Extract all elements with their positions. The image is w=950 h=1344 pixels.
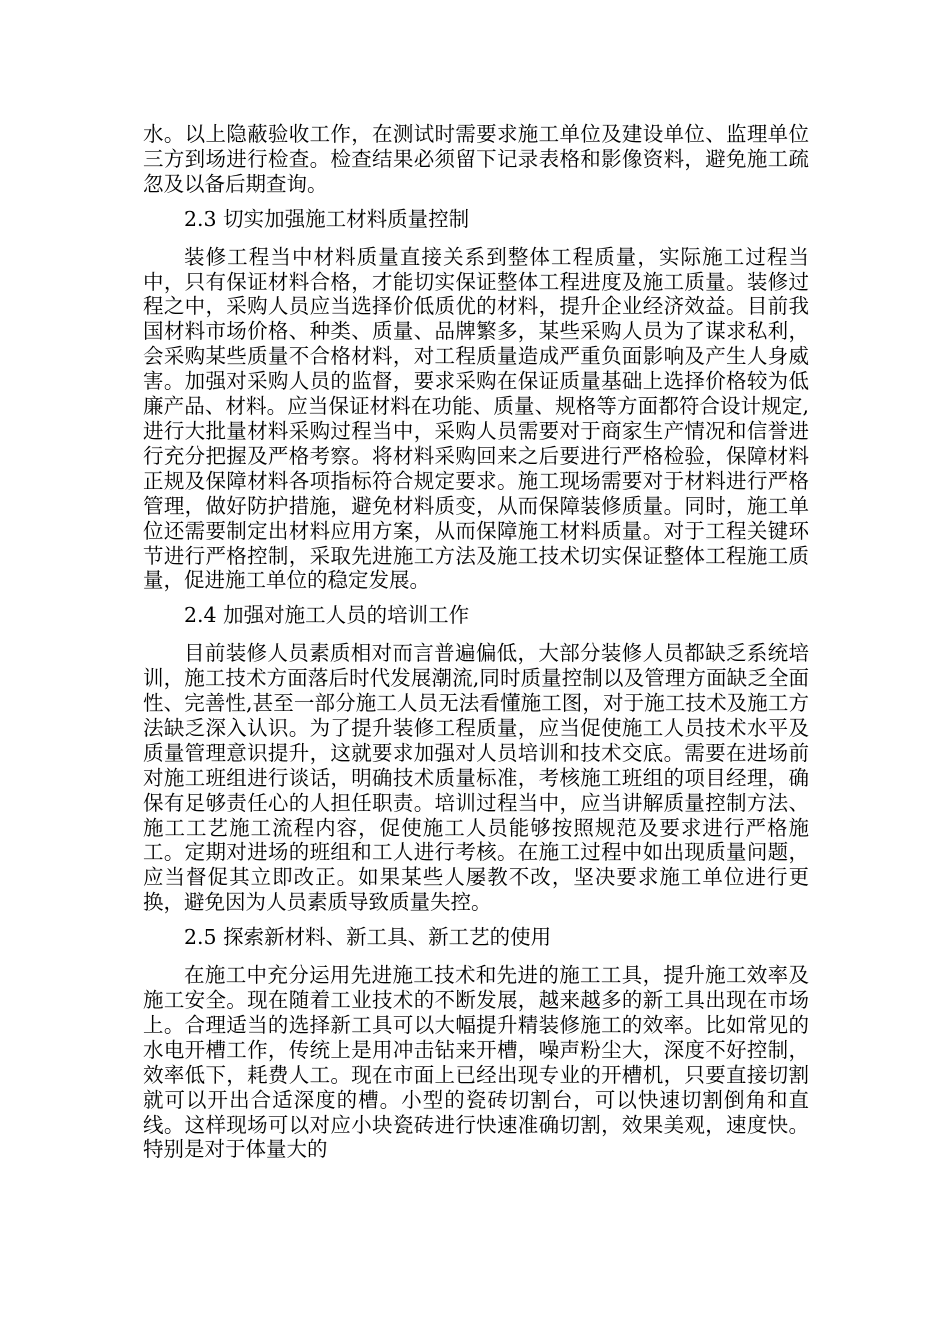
section-paragraph-2-3: 装修工程当中材料质量直接关系到整体工程质量，实际施工过程当中，只有保证材料合格，才能切实保证整体工程进度及施工质量。装修过程之中，采购人员应当选择价低质优的材料，提升企业经济效益。目前我国材料市场价格、种类、质量、品牌繁多，某些采购人员为了谋求私利，会采购某些质量不合格材料，对工程质量造成严重负面影响及产生人身威害。加强对采购人员的监督，要求采购在保证质量基础上选择价格较为低廉产品、材料。应当保证材料在功能、质量、规格等方面都符合设计规定,进行大批量材料采购过程当中，采购人员需要对于商家生产情况和信誉进行充分把握及严格考察。将材料采购回来之后要进行严格检验，保障材料正规及保障材料各项指标符合规定要求。施工现场需要对于材料进行严格管理，做好防护措施，避免材料质变，从而保障装修质量。同时，施工单位还需要制定出材料应用方案，从而保障施工材料质量。对于工程关键环节进行严格控制，采取先进施工方法及施工技术切实保证整体工程施工质量，促进施工单位的稳定发展。 <box>143 244 809 593</box>
section-heading-2-4: 2.4 加强对施工人员的培训工作 <box>184 603 470 628</box>
section-heading-2-5: 2.5 探索新材料、新工具、新工艺的使用 <box>184 925 552 950</box>
document-body <box>143 122 809 1162</box>
section-paragraph-2-4: 目前装修人员素质相对而言普遍偏低，大部分装修人员都缺乏系统培训，施工技术方面落后时代发展潮流,同时质量控制以及管理方面缺乏全面性、完善性,甚至一部分施工人员无法看懂施工图，对于施工技术及施工方法缺乏深入认识。为了提升装修工程质量，应当促使施工人员技术水平及质量管理意识提升，这就要求加强对人员培训和技术交底。需要在进场前对施工班组进行谈话，明确技术质量标准，考核施工班组的项目经理，确保有足够责任心的人担任职责。培训过程当中，应当讲解质量控制方法、施工工艺施工流程内容，促使施工人员能够按照规范及要求进行严格施工。定期对进场的班组和工人进行考核。在施工过程中如出现质量问题，应当督促其立即改正。如果某些人屡教不改，坚决要求施工单位进行更换，避免因为人员素质导致质量失控。 <box>143 641 809 915</box>
section-heading-2-3: 2.3 切实加强施工材料质量控制 <box>184 206 470 231</box>
section-paragraph-2-5: 在施工中充分运用先进施工技术和先进的施工工具，提升施工效率及施工安全。现在随着工业技术的不断发展，越来越多的新工具出现在市场上。合理适当的选择新工具可以大幅提升精装修施工的效率。比如常见的水电开槽工作，传统上是用冲击钻来开槽，噪声粉尘大，深度不好控制，效率低下，耗费人工。现在市面上已经出现专业的开槽机，只要直接切割就可以开出合适深度的槽。小型的瓷砖切割台，可以快速切割倒角和直线。这样现场可以对应小块瓷砖进行快速准确切割，效果美观，速度快。特别是对于体量大的 <box>143 963 809 1162</box>
intro-paragraph: 水。以上隐蔽验收工作，在测试时需要求施工单位及建设单位、监理单位三方到场进行检查。检查结果必须留下记录表格和影像资料，避免施工疏忽及以备后期查询。 <box>143 122 809 196</box>
